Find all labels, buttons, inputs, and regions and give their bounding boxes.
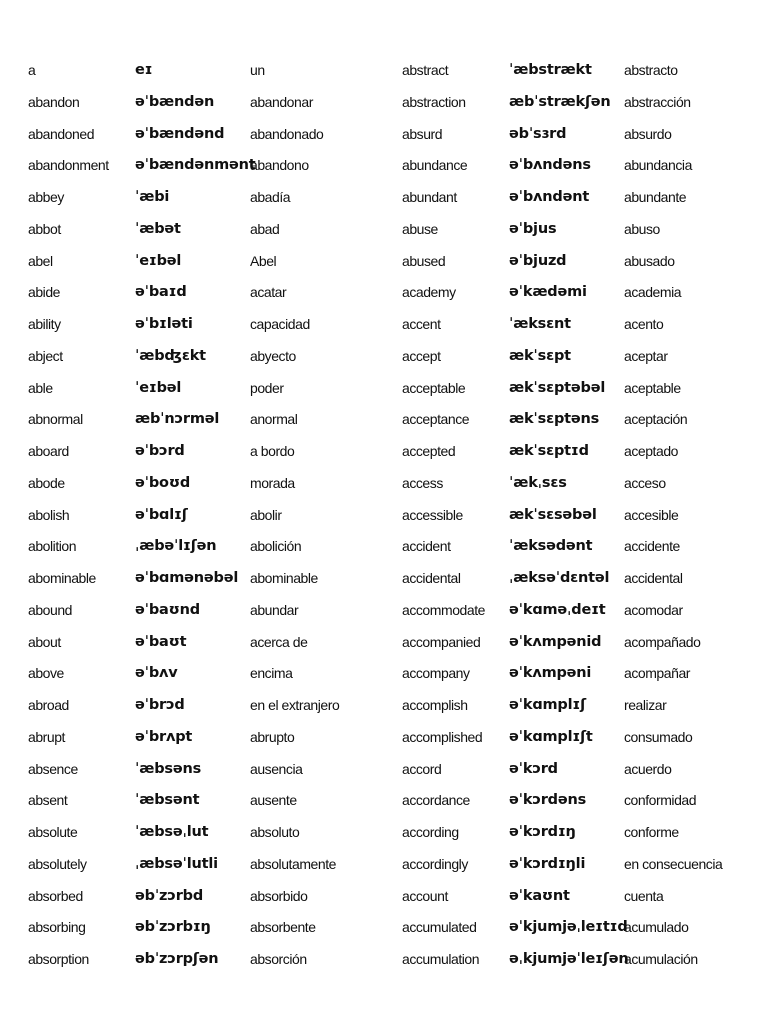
spanish-translation: un bbox=[250, 62, 265, 78]
spanish-translation: abandonar bbox=[250, 93, 313, 110]
english-word: accomplished bbox=[402, 728, 483, 745]
ipa-transcription: əˈbɔrd bbox=[135, 443, 185, 459]
spanish-translation: aceptar bbox=[624, 347, 668, 364]
english-word: ability bbox=[28, 316, 61, 332]
spanish-translation: acceso bbox=[624, 474, 666, 491]
ipa-transcription: əˈbɑlɪʃ bbox=[135, 506, 188, 523]
spanish-translation: aceptación bbox=[624, 411, 688, 428]
ipa-transcription: æbˈstrækʃən bbox=[509, 93, 611, 110]
ipa-transcription: əˈbjuzd bbox=[509, 252, 567, 269]
spanish-translation: acuerdo bbox=[624, 760, 672, 777]
ipa-transcription: əˈkædəmi bbox=[509, 284, 587, 301]
english-word: accordingly bbox=[402, 855, 468, 872]
spanish-translation: abolir bbox=[250, 506, 282, 523]
english-word: abel bbox=[28, 252, 53, 269]
ipa-transcription: əˈbɑmənəbəl bbox=[135, 570, 239, 586]
spanish-translation: absorbente bbox=[250, 919, 316, 936]
english-word: according bbox=[402, 824, 459, 840]
spanish-translation: abolición bbox=[250, 538, 302, 555]
english-word: abundance bbox=[402, 157, 468, 174]
ipa-transcription: ækˈsɛpt bbox=[509, 347, 571, 364]
english-word: absent bbox=[28, 792, 68, 809]
spanish-translation: academia bbox=[624, 284, 682, 301]
spanish-translation: abandonado bbox=[250, 125, 324, 142]
spanish-translation: capacidad bbox=[250, 316, 310, 332]
spanish-translation: absorción bbox=[250, 951, 307, 967]
spanish-translation: abad bbox=[250, 220, 280, 237]
english-word: absolute bbox=[28, 824, 78, 840]
ipa-transcription: əˈbjus bbox=[509, 220, 557, 237]
ipa-transcription: əˈkɔrdɪŋ bbox=[509, 824, 576, 840]
spanish-translation: abundancia bbox=[624, 157, 692, 174]
ipa-transcription: əˈkʌmpənid bbox=[509, 633, 602, 650]
english-word: account bbox=[402, 887, 448, 904]
ipa-transcription: ˈæbi bbox=[135, 189, 170, 205]
english-word: accessible bbox=[402, 506, 463, 523]
spanish-translation: consumado bbox=[624, 728, 693, 745]
english-word: absorbed bbox=[28, 887, 83, 904]
english-word: abstract bbox=[402, 62, 449, 78]
spanish-translation: ausencia bbox=[250, 760, 303, 777]
english-word: a bbox=[28, 62, 36, 78]
spanish-translation: absolutamente bbox=[250, 855, 336, 872]
spanish-translation: abstracto bbox=[624, 62, 678, 78]
ipa-transcription: əˈbrɔd bbox=[135, 697, 185, 713]
spanish-translation: poder bbox=[250, 379, 284, 396]
english-word: abrupt bbox=[28, 728, 65, 745]
english-word: abuse bbox=[402, 220, 438, 237]
spanish-translation: en consecuencia bbox=[624, 855, 723, 872]
english-word: acceptance bbox=[402, 411, 470, 428]
spanish-translation: absorbido bbox=[250, 887, 308, 904]
spanish-translation: Abel bbox=[250, 252, 277, 269]
spanish-translation: abusado bbox=[624, 252, 675, 269]
english-word: aboard bbox=[28, 443, 69, 459]
spanish-translation: anormal bbox=[250, 411, 298, 428]
spanish-translation: acatar bbox=[250, 284, 287, 301]
ipa-transcription: əˈkɑmplɪʃt bbox=[509, 728, 593, 745]
ipa-transcription: əˈbaʊnd bbox=[135, 601, 200, 618]
english-word: abroad bbox=[28, 697, 69, 713]
english-word: accident bbox=[402, 538, 451, 555]
spanish-translation: abundar bbox=[250, 601, 299, 618]
ipa-transcription: əˈbaɪd bbox=[135, 284, 187, 301]
english-word: above bbox=[28, 665, 64, 682]
ipa-transcription: ˈæksɛnt bbox=[509, 316, 571, 332]
ipa-transcription: əˈkɔrd bbox=[509, 760, 558, 777]
english-word: absorbing bbox=[28, 919, 86, 936]
english-word: abstraction bbox=[402, 93, 466, 110]
ipa-transcription: ˈæbsənt bbox=[135, 792, 200, 809]
ipa-transcription: ˈæbət bbox=[135, 220, 181, 237]
english-word: abound bbox=[28, 601, 73, 618]
ipa-transcription: əˈboʊd bbox=[135, 474, 190, 491]
english-word: able bbox=[28, 379, 53, 396]
english-word: abode bbox=[28, 474, 65, 491]
spanish-translation: acumulado bbox=[624, 919, 689, 936]
english-word: accommodate bbox=[402, 601, 485, 618]
ipa-transcription: əˈkjumjəˌleɪtɪd bbox=[509, 919, 628, 936]
spanish-translation: acompañar bbox=[624, 665, 690, 682]
spanish-translation: abstracción bbox=[624, 93, 691, 110]
spanish-translation: abrupto bbox=[250, 728, 295, 745]
spanish-translation: conforme bbox=[624, 824, 679, 840]
english-word: abominable bbox=[28, 570, 96, 586]
ipa-transcription: əˈbændənd bbox=[135, 125, 225, 142]
spanish-translation: abandono bbox=[250, 157, 309, 174]
english-word: accomplish bbox=[402, 697, 468, 713]
ipa-transcription: ˈæbʤɛkt bbox=[135, 347, 206, 364]
english-word: abandonment bbox=[28, 157, 109, 174]
spanish-translation: abominable bbox=[250, 570, 318, 586]
ipa-transcription: ækˈsɛptɪd bbox=[509, 443, 589, 459]
spanish-translation: acerca de bbox=[250, 633, 308, 650]
english-word: abnormal bbox=[28, 411, 83, 428]
ipa-transcription: əbˈzɔrbd bbox=[135, 887, 203, 904]
spanish-translation: acumulación bbox=[624, 951, 698, 967]
ipa-transcription: ˈeɪbəl bbox=[135, 379, 182, 396]
ipa-transcription: ˌæbsəˈlutli bbox=[135, 855, 218, 872]
spanish-translation: absurdo bbox=[624, 125, 672, 142]
ipa-transcription: əˈkɑmplɪʃ bbox=[509, 697, 586, 713]
ipa-transcription: eɪ bbox=[135, 62, 153, 78]
ipa-transcription: ækˈsɛptəns bbox=[509, 411, 600, 428]
spanish-translation: en el extranjero bbox=[250, 697, 340, 713]
spanish-translation: accesible bbox=[624, 506, 679, 523]
spanish-translation: acomodar bbox=[624, 601, 683, 618]
ipa-transcription: əˈkʌmpəni bbox=[509, 665, 592, 682]
english-word: abolition bbox=[28, 538, 77, 555]
ipa-transcription: ˈæbsəˌlut bbox=[135, 824, 209, 840]
spanish-translation: abadía bbox=[250, 189, 291, 205]
english-word: abundant bbox=[402, 189, 457, 205]
english-word: abandon bbox=[28, 93, 80, 110]
english-word: academy bbox=[402, 284, 456, 301]
ipa-transcription: əˈkaʊnt bbox=[509, 887, 570, 904]
english-word: abused bbox=[402, 252, 446, 269]
ipa-transcription: ˈeɪbəl bbox=[135, 252, 182, 269]
ipa-transcription: əbˈzɔrpʃən bbox=[135, 951, 219, 967]
spanish-translation: a bordo bbox=[250, 443, 295, 459]
ipa-transcription: əˈbaʊt bbox=[135, 633, 187, 650]
english-word: accidental bbox=[402, 570, 461, 586]
english-word: accordance bbox=[402, 792, 470, 809]
spanish-translation: ausente bbox=[250, 792, 297, 809]
spanish-translation: acompañado bbox=[624, 633, 701, 650]
ipa-transcription: əˈbændən bbox=[135, 93, 215, 110]
ipa-transcription: əˈbɪləti bbox=[135, 316, 193, 332]
ipa-transcription: əbˈsɜrd bbox=[509, 125, 567, 142]
spanish-translation: realizar bbox=[624, 697, 667, 713]
ipa-transcription: ˈæbstrækt bbox=[509, 62, 592, 78]
english-word: accumulated bbox=[402, 919, 477, 936]
ipa-transcription: ˈæksədənt bbox=[509, 538, 593, 555]
english-word: acceptable bbox=[402, 379, 466, 396]
ipa-transcription: ˈæbsəns bbox=[135, 760, 202, 777]
ipa-transcription: əˈkɑməˌdeɪt bbox=[509, 601, 606, 618]
spanish-translation: abuso bbox=[624, 220, 660, 237]
english-word: accompany bbox=[402, 665, 470, 682]
ipa-transcription: əbˈzɔrbɪŋ bbox=[135, 919, 211, 936]
spanish-translation: abundante bbox=[624, 189, 687, 205]
english-word: accumulation bbox=[402, 951, 480, 967]
english-word: abide bbox=[28, 284, 61, 301]
english-word: abject bbox=[28, 347, 63, 364]
spanish-translation: conformidad bbox=[624, 792, 697, 809]
ipa-transcription: æbˈnɔrməl bbox=[135, 411, 220, 428]
spanish-translation: accidental bbox=[624, 570, 683, 586]
english-word: accept bbox=[402, 347, 441, 364]
english-word: abandoned bbox=[28, 125, 95, 142]
spanish-translation: cuenta bbox=[624, 887, 664, 904]
ipa-transcription: ˌæksəˈdɛntəl bbox=[509, 570, 610, 586]
spanish-translation: encima bbox=[250, 665, 293, 682]
english-word: absolutely bbox=[28, 855, 87, 872]
english-word: abbot bbox=[28, 220, 61, 237]
ipa-transcription: əˈbændənmənt bbox=[135, 157, 256, 174]
ipa-transcription: əˈbrʌpt bbox=[135, 728, 193, 745]
ipa-transcription: ˌæbəˈlɪʃən bbox=[135, 538, 217, 555]
english-word: absorption bbox=[28, 951, 89, 967]
english-word: absurd bbox=[402, 125, 443, 142]
ipa-transcription: ækˈsɛptəbəl bbox=[509, 379, 606, 396]
ipa-transcription: əˈkɔrdɪŋli bbox=[509, 855, 586, 872]
spanish-translation: accidente bbox=[624, 538, 680, 555]
spanish-translation: aceptable bbox=[624, 379, 681, 396]
ipa-transcription: əˈbʌndəns bbox=[509, 157, 591, 174]
spanish-translation: acento bbox=[624, 316, 664, 332]
english-word: accent bbox=[402, 316, 441, 332]
ipa-transcription: ækˈsɛsəbəl bbox=[509, 506, 597, 523]
english-word: accord bbox=[402, 760, 442, 777]
english-word: accepted bbox=[402, 443, 456, 459]
ipa-transcription: əˌkjumjəˈleɪʃən bbox=[509, 951, 629, 967]
ipa-transcription: əˈkɔrdəns bbox=[509, 792, 587, 809]
ipa-transcription: əˈbʌndənt bbox=[509, 189, 590, 205]
english-word: access bbox=[402, 474, 443, 491]
spanish-translation: absoluto bbox=[250, 824, 300, 840]
english-word: about bbox=[28, 633, 61, 650]
english-word: absence bbox=[28, 760, 78, 777]
english-word: abolish bbox=[28, 506, 70, 523]
spanish-translation: morada bbox=[250, 474, 295, 491]
ipa-transcription: ˈækˌsɛs bbox=[509, 474, 567, 491]
spanish-translation: aceptado bbox=[624, 443, 679, 459]
english-word: abbey bbox=[28, 189, 64, 205]
spanish-translation: abyecto bbox=[250, 347, 296, 364]
english-word: accompanied bbox=[402, 633, 481, 650]
ipa-transcription: əˈbʌv bbox=[135, 665, 178, 682]
